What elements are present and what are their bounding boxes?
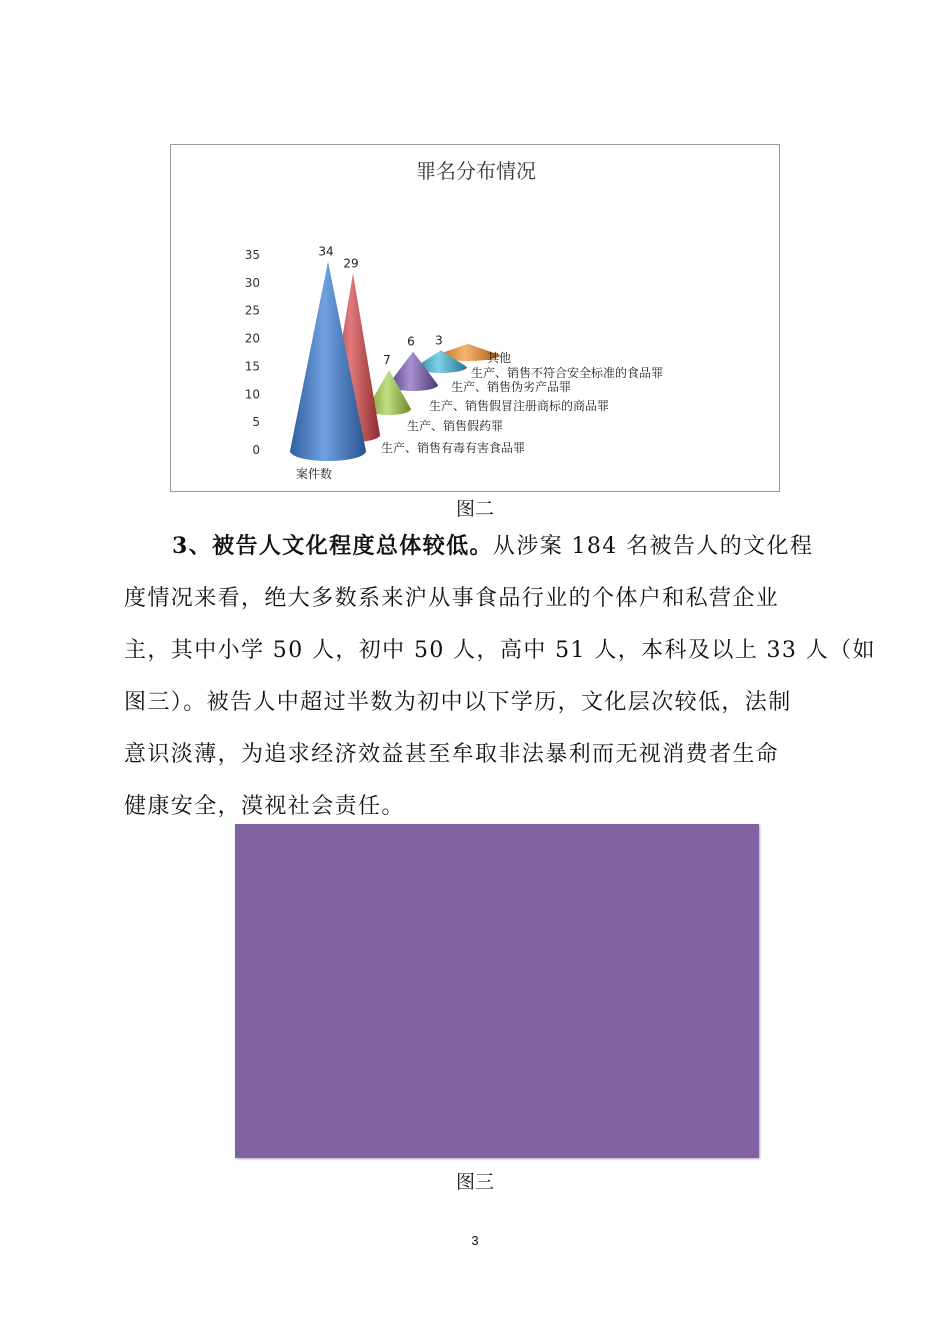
figure3-caption: 图三 [455,1171,494,1193]
section3-line-3: 主，其中小学 50 人，初中 50 人，高中 51 人，本科及以上 33 人（如 [124,638,876,663]
section3-line-1: 从涉案 184 名被告人的文化程 [492,534,814,559]
y-tick-label: 10 [244,387,260,402]
y-axis [245,248,260,457]
category-label: 生产、销售假药罪 [407,419,504,433]
y-tick-label: 5 [252,415,260,430]
page-number: 3 [471,1233,479,1248]
y-tick-label: 30 [244,275,260,290]
cone-value-label: 7 [383,353,391,367]
y-tick-label: 35 [244,248,260,262]
category-label: 生产、销售有毒有害食品罪 [381,441,526,455]
figure2-chart [170,144,780,492]
section3-line-6: 健康安全，漠视社会责任。 [124,794,405,819]
y-tick-label: 15 [244,359,260,374]
section3-paragraph [124,520,876,833]
category-label: 生产、销售不符合安全标准的食品罪 [471,366,664,380]
y-tick-label: 25 [244,303,260,318]
category-label: 其他 [487,351,512,365]
category-label: 生产、销售伪劣产品罪 [451,380,572,394]
section3-line-4: 图三）。被告人中超过半数为初中以下学历，文化层次较低，法制 [124,690,792,715]
cone-value-label: 29 [343,256,359,271]
chart-title: 罪名分布情况 [416,159,536,183]
section3-lead: 3、被告人文化程度总体较低。 [172,533,493,559]
x-axis-label: 案件数 [295,467,333,481]
section3-line-5: 意识淡薄，为追求经济效益甚至牟取非法暴利而无视消费者生命 [124,742,780,767]
figure3-image [235,824,759,1158]
cone-chart-svg [171,145,781,493]
cone-value-label: 3 [435,333,443,348]
cone-value-label: 34 [318,244,334,259]
y-tick-label: 0 [252,443,260,457]
y-tick-label: 20 [244,331,260,346]
cone-value-label: 6 [407,334,415,349]
section3-line-2: 度情况来看，绝大多数系来沪从事食品行业的个体户和私营企业 [124,586,780,611]
category-label: 生产、销售假冒注册商标的商品罪 [429,399,610,413]
figure2-caption: 图二 [455,498,494,520]
